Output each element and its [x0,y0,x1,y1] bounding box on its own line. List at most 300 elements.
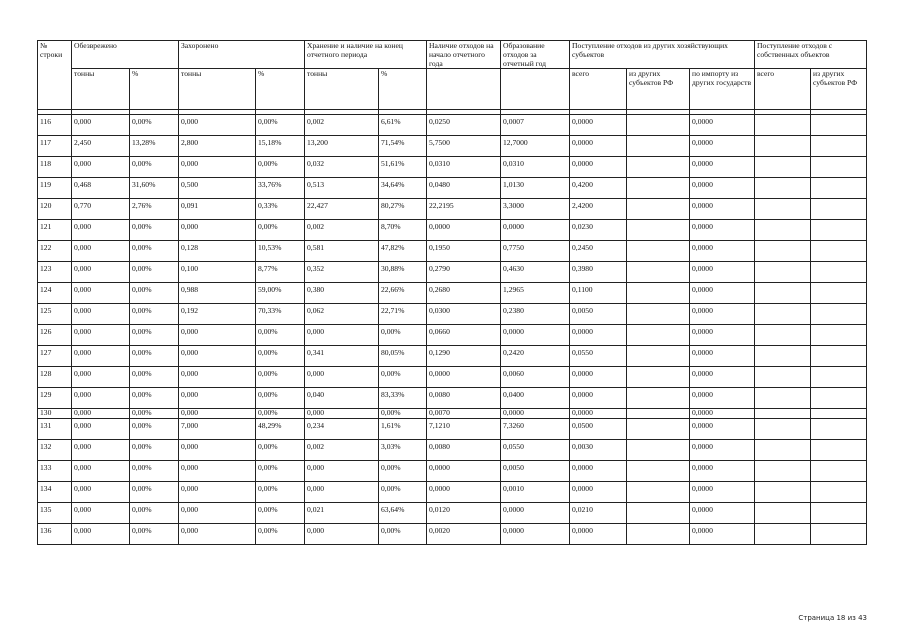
table-cell [627,388,690,409]
table-cell: 0,0000 [690,503,755,524]
row-number-cell: 119 [38,178,72,199]
table-cell: 0,091 [179,199,256,220]
row-number-cell: 116 [38,115,72,136]
table-cell: 0,002 [305,440,379,461]
table-cell: 33,76% [256,178,305,199]
table-cell [755,367,811,388]
table-cell: 0,002 [305,220,379,241]
table-cell [627,178,690,199]
table-row [38,325,867,346]
header-stock-start: Наличие отходов на начало отчетного года [427,41,501,69]
table-cell: 0,380 [305,283,379,304]
table-cell: 0,000 [72,115,130,136]
table-cell: 0,7750 [501,241,570,262]
row-number-cell: 118 [38,157,72,178]
table-cell [627,503,690,524]
table-cell: 0,0000 [690,346,755,367]
table-cell: 0,000 [305,461,379,482]
table-cell: 13,28% [130,136,179,157]
table-cell: 0,00% [379,409,427,419]
table-cell: 0,1100 [570,283,627,304]
table-cell: 34,64% [379,178,427,199]
table-cell: 0,000 [179,367,256,388]
table-cell: 0,0000 [501,409,570,419]
table-cell: 0,2450 [570,241,627,262]
table-cell [627,157,690,178]
table-cell: 0,0000 [690,115,755,136]
table-cell: 0,0050 [570,304,627,325]
table-row [38,157,867,178]
table-cell [811,524,867,545]
table-cell: 0,000 [305,524,379,545]
table-cell: 0,000 [179,157,256,178]
table-cell: 0,000 [179,346,256,367]
table-cell: 0,000 [72,388,130,409]
table-cell: 0,128 [179,241,256,262]
table-cell: 0,0000 [570,136,627,157]
table-cell: 0,0000 [570,388,627,409]
table-cell [755,409,811,419]
table-cell: 0,00% [379,524,427,545]
row-number-cell: 126 [38,325,72,346]
table-cell: 0,00% [379,325,427,346]
table-cell: 0,468 [72,178,130,199]
table-cell: 47,82% [379,241,427,262]
table-cell: 0,00% [130,367,179,388]
table-cell [811,136,867,157]
table-cell: 6,61% [379,115,427,136]
table-cell: 0,341 [305,346,379,367]
header-stock-start-sub [427,69,501,110]
table-cell: 0,000 [72,440,130,461]
table-cell: 0,0000 [427,220,501,241]
table-cell: 0,00% [130,283,179,304]
table-cell: 0,000 [72,304,130,325]
table-cell: 0,00% [130,503,179,524]
table-cell: 1,2965 [501,283,570,304]
table-cell: 0,100 [179,262,256,283]
table-cell: 0,3980 [570,262,627,283]
table-cell: 0,0000 [570,367,627,388]
table-cell: 0,0000 [690,304,755,325]
table-cell [811,199,867,220]
table-cell: 0,00% [130,524,179,545]
table-cell: 0,0230 [570,220,627,241]
table-cell [627,325,690,346]
table-cell: 0,00% [256,461,305,482]
table-cell: 0,0000 [690,325,755,346]
row-number-cell: 136 [38,524,72,545]
table-cell: 0,002 [305,115,379,136]
table-cell: 22,427 [305,199,379,220]
table-cell [627,220,690,241]
table-cell: 0,000 [72,367,130,388]
table-row [38,524,867,545]
table-cell: 0,00% [256,388,305,409]
row-number-cell: 132 [38,440,72,461]
table-row [38,346,867,367]
table-cell [755,136,811,157]
table-cell: 0,4200 [570,178,627,199]
header-total: всего [755,69,811,110]
table-cell: 7,000 [179,419,256,440]
table-cell: 10,53% [256,241,305,262]
table-cell: 12,7000 [501,136,570,157]
table-cell [811,482,867,503]
row-number-cell: 124 [38,283,72,304]
table-cell: 0,0000 [690,136,755,157]
table-cell [627,283,690,304]
table-cell: 0,00% [256,346,305,367]
table-cell [755,115,811,136]
table-cell: 59,00% [256,283,305,304]
table-cell: 0,000 [72,157,130,178]
header-neutralized: Обезврежено [72,41,179,69]
table-cell: 8,77% [256,262,305,283]
table-cell [755,178,811,199]
header-received-own: Поступление отходов с собственных объектов [755,41,867,69]
header-row-number: № строки [38,41,72,110]
table-cell: 0,021 [305,503,379,524]
header-percent: % [256,69,305,110]
table-cell: 51,61% [379,157,427,178]
table-cell: 0,0480 [427,178,501,199]
table-cell: 0,00% [130,304,179,325]
header-tonnes: тонны [305,69,379,110]
table-row [38,220,867,241]
table-cell: 0,000 [179,503,256,524]
table-cell: 0,988 [179,283,256,304]
table-cell: 0,000 [179,440,256,461]
table-cell: 22,66% [379,283,427,304]
table-cell: 0,33% [256,199,305,220]
table-cell: 0,040 [305,388,379,409]
table-cell [811,241,867,262]
header-generated-sub [501,69,570,110]
header-buried: Захоронено [179,41,305,69]
table-cell [627,524,690,545]
row-number-cell: 134 [38,482,72,503]
table-cell: 0,0500 [570,419,627,440]
header-from-other-subjects: из других субъектов РФ [627,69,690,110]
table-cell [755,283,811,304]
table-row [38,367,867,388]
table-cell: 0,0310 [427,157,501,178]
header-percent: % [130,69,179,110]
table-cell: 0,00% [130,241,179,262]
waste-report-table [37,40,867,545]
table-cell [627,115,690,136]
table-cell [755,503,811,524]
table-cell: 0,770 [72,199,130,220]
table-cell: 0,000 [72,346,130,367]
table-cell [811,461,867,482]
table-cell [755,220,811,241]
table-cell: 1,0130 [501,178,570,199]
table-cell: 63,64% [379,503,427,524]
table-cell: 0,0310 [501,157,570,178]
table-cell [811,178,867,199]
table-cell [755,419,811,440]
table-cell: 0,0210 [570,503,627,524]
table-row [38,115,867,136]
table-row [38,503,867,524]
table-cell: 2,800 [179,136,256,157]
table-cell: 0,032 [305,157,379,178]
table-cell [627,440,690,461]
table-cell: 0,0550 [570,346,627,367]
table-row [38,241,867,262]
table-cell: 0,513 [305,178,379,199]
table-cell: 0,00% [130,346,179,367]
table-cell: 0,00% [130,157,179,178]
table-cell: 0,00% [130,461,179,482]
table-cell: 0,0000 [570,524,627,545]
table-cell: 0,00% [256,503,305,524]
table-cell: 0,00% [130,482,179,503]
table-row [38,199,867,220]
table-cell: 0,00% [130,262,179,283]
table-cell: 0,0000 [690,388,755,409]
table-cell: 0,0020 [427,524,501,545]
table-cell: 0,00% [256,325,305,346]
row-number-cell: 125 [38,304,72,325]
table-cell: 0,0060 [501,367,570,388]
table-cell: 71,54% [379,136,427,157]
header-percent: % [379,69,427,110]
table-cell: 0,000 [72,262,130,283]
table-cell: 0,000 [72,325,130,346]
table-cell: 0,0000 [570,461,627,482]
table-cell [811,367,867,388]
table-cell: 13,200 [305,136,379,157]
table-cell: 0,2380 [501,304,570,325]
table-cell: 0,00% [130,388,179,409]
table-cell: 0,062 [305,304,379,325]
table-cell [627,304,690,325]
table-row [38,178,867,199]
table-cell [627,409,690,419]
header-storage-end: Хранение и наличие на конец отчетного периода [305,41,427,69]
table-cell: 0,2680 [427,283,501,304]
table-cell: 0,0000 [570,325,627,346]
table-cell: 0,000 [305,325,379,346]
table-cell: 7,1210 [427,419,501,440]
row-number-cell: 128 [38,367,72,388]
table-cell: 0,000 [179,325,256,346]
table-cell: 0,0000 [690,178,755,199]
table-cell: 0,00% [379,367,427,388]
row-number-cell: 131 [38,419,72,440]
table-cell [811,346,867,367]
table-cell: 0,234 [305,419,379,440]
table-cell [755,461,811,482]
table-cell: 0,500 [179,178,256,199]
table-cell: 0,000 [72,461,130,482]
table-cell: 0,00% [256,440,305,461]
table-cell: 0,00% [256,482,305,503]
table-cell [627,367,690,388]
header-import: по импорту из других государств [690,69,755,110]
table-cell: 31,60% [130,178,179,199]
header-total: всего [570,69,627,110]
table-cell: 15,18% [256,136,305,157]
table-cell: 0,00% [130,409,179,419]
header-tonnes: тонны [72,69,130,110]
table-cell [811,283,867,304]
table-cell: 0,0250 [427,115,501,136]
row-number-cell: 123 [38,262,72,283]
row-number-cell: 120 [38,199,72,220]
table-cell [627,482,690,503]
table-cell: 0,0550 [501,440,570,461]
table-cell [627,241,690,262]
table-cell: 0,000 [179,409,256,419]
table-cell: 0,0000 [501,503,570,524]
table-cell: 0,0000 [690,367,755,388]
table-cell: 0,00% [379,461,427,482]
table-cell: 0,00% [256,367,305,388]
table-cell: 0,2420 [501,346,570,367]
table-cell: 2,450 [72,136,130,157]
table-cell: 0,000 [72,409,130,419]
table-cell: 70,33% [256,304,305,325]
table-cell: 0,0000 [690,157,755,178]
table-cell: 2,4200 [570,199,627,220]
table-cell: 0,0000 [501,220,570,241]
table-cell [811,388,867,409]
table-cell [811,157,867,178]
table-cell: 0,000 [305,367,379,388]
table-cell: 0,000 [179,388,256,409]
table-row [38,136,867,157]
table-cell: 0,0000 [690,220,755,241]
table-cell: 0,00% [130,115,179,136]
table-cell: 3,3000 [501,199,570,220]
row-number-cell: 135 [38,503,72,524]
table-cell: 0,0000 [427,461,501,482]
row-number-cell: 127 [38,346,72,367]
table-cell [811,325,867,346]
table-cell: 80,27% [379,199,427,220]
table-cell: 0,0300 [427,304,501,325]
table-cell [811,262,867,283]
table-cell: 2,76% [130,199,179,220]
table-cell: 0,0030 [570,440,627,461]
table-cell: 22,71% [379,304,427,325]
table-cell: 0,0000 [690,262,755,283]
table-cell [811,115,867,136]
table-cell: 0,00% [130,220,179,241]
row-number-cell: 121 [38,220,72,241]
table-cell [755,524,811,545]
table-cell: 0,00% [256,115,305,136]
table-cell: 0,000 [179,220,256,241]
table-cell: 0,00% [130,419,179,440]
header-received-others: Поступление отходов из других хозяйствующих субъектов [570,41,755,69]
table-row [38,482,867,503]
table-cell: 0,0050 [501,461,570,482]
table-row [38,388,867,409]
table-cell: 0,00% [379,482,427,503]
table-cell: 0,1290 [427,346,501,367]
table-cell: 0,0120 [427,503,501,524]
table-cell: 0,000 [72,482,130,503]
table-cell: 0,000 [305,482,379,503]
table-row [38,440,867,461]
table-cell: 0,0000 [690,283,755,304]
table-cell [755,199,811,220]
table-cell [755,262,811,283]
table-cell: 0,000 [72,524,130,545]
table-cell [755,346,811,367]
table-cell: 0,000 [72,241,130,262]
table-cell [755,157,811,178]
page-counter: Страница 18 из 43 [798,614,867,622]
table-cell [811,419,867,440]
table-cell: 0,000 [72,220,130,241]
table-cell: 0,0000 [690,241,755,262]
table-cell: 0,00% [256,524,305,545]
row-number-cell: 117 [38,136,72,157]
table-cell: 7,3260 [501,419,570,440]
table-cell: 0,0000 [690,199,755,220]
table-cell [811,220,867,241]
table-cell: 0,0000 [690,409,755,419]
table-row [38,262,867,283]
table-cell [627,262,690,283]
table-cell [627,461,690,482]
table-cell: 0,0000 [690,461,755,482]
table-cell [755,388,811,409]
table-row [38,419,867,440]
table-cell: 0,0000 [570,482,627,503]
table-cell: 1,61% [379,419,427,440]
table-cell: 0,000 [179,115,256,136]
row-number-cell: 130 [38,409,72,419]
table-cell: 0,0400 [501,388,570,409]
table-cell: 0,00% [130,440,179,461]
table-cell: 0,0070 [427,409,501,419]
table-cell: 0,00% [130,325,179,346]
table-cell: 0,0000 [570,157,627,178]
table-cell: 0,0000 [427,367,501,388]
table-cell: 22,2195 [427,199,501,220]
table-cell: 0,0000 [690,482,755,503]
table-cell: 0,00% [256,220,305,241]
table-cell: 0,000 [72,503,130,524]
row-number-cell: 122 [38,241,72,262]
table-cell [755,304,811,325]
header-from-other-subjects: из других субъектов РФ [811,69,867,110]
table-cell: 0,0000 [570,409,627,419]
table-row [38,283,867,304]
table-cell [627,199,690,220]
table-cell: 0,00% [256,409,305,419]
row-number-cell: 129 [38,388,72,409]
table-row [38,409,867,419]
table-cell [811,409,867,419]
table-cell [755,241,811,262]
table-cell: 0,0007 [501,115,570,136]
table-cell: 0,0080 [427,388,501,409]
table-cell: 0,0000 [690,440,755,461]
table-cell: 0,0010 [501,482,570,503]
table-cell: 8,70% [379,220,427,241]
table-cell [755,482,811,503]
header-generated: Образование отходов за отчетный год [501,41,570,69]
table-cell [755,325,811,346]
